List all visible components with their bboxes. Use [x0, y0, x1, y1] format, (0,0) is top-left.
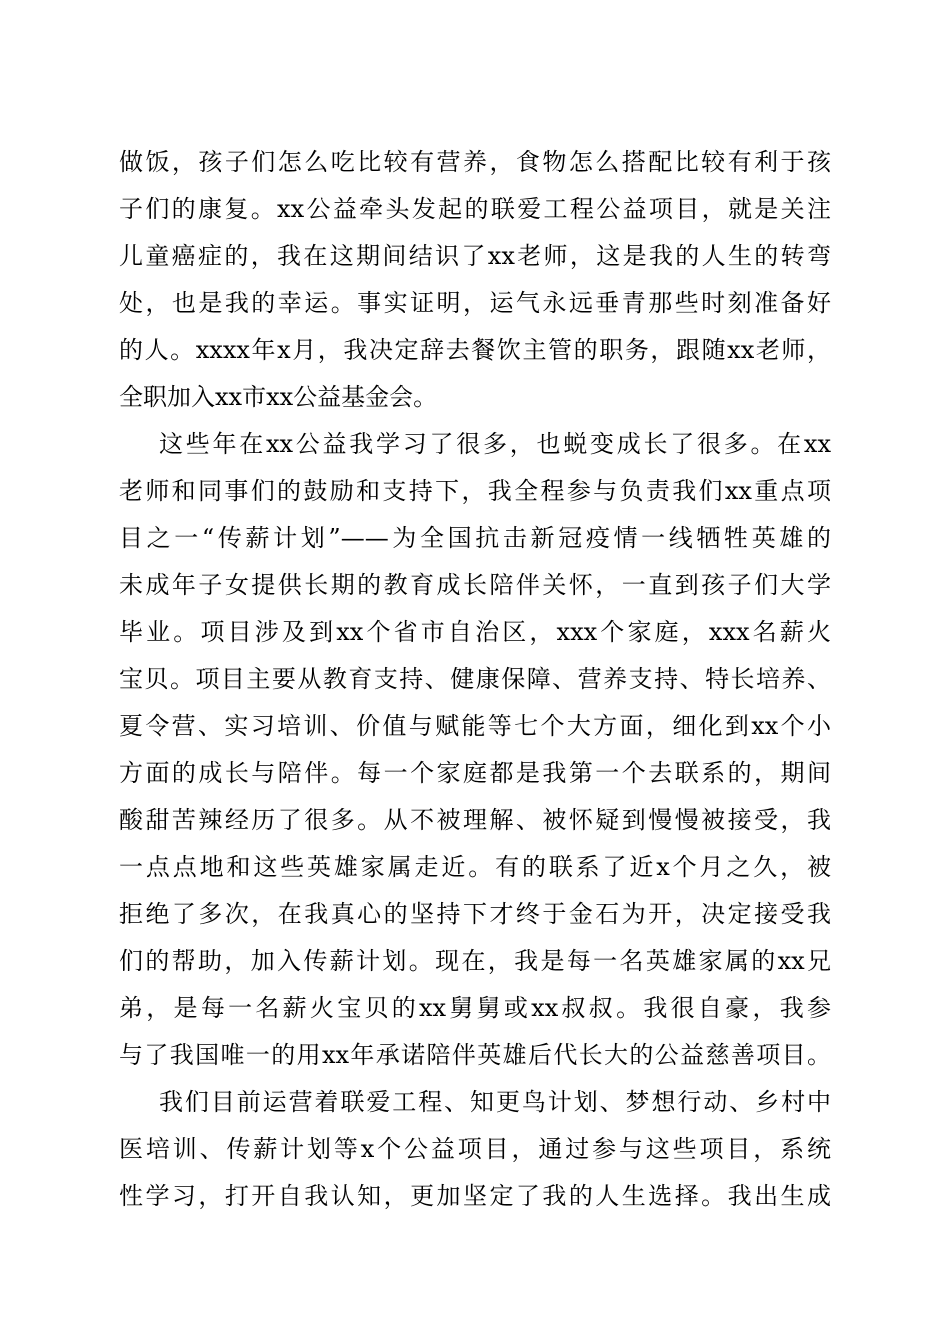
text-line: 弟，是每一名薪火宝贝的xx舅舅或xx叔叔。我很自豪，我参 — [119, 994, 831, 1022]
text-line: 儿童癌症的，我在这期间结识了xx老师，这是我的人生的转弯 — [119, 242, 831, 270]
text-line: 方面的成长与陪伴。每一个家庭都是我第一个去联系的，期间 — [119, 759, 831, 787]
text-line: 性学习，打开自我认知，更加坚定了我的人生选择。我出生成 — [119, 1182, 831, 1210]
text-line: 目之一“传薪计划”——为全国抗击新冠疫情一线牺牲英雄的 — [119, 524, 831, 552]
paragraph-first-line: 这些年在xx公益我学习了很多，也蜕变成长了很多。在xx — [159, 430, 831, 458]
text-line: 做饭，孩子们怎么吃比较有营养，食物怎么搭配比较有利于孩 — [119, 148, 831, 176]
paragraph-first-line: 我们目前运营着联爱工程、知更鸟计划、梦想行动、乡村中 — [159, 1088, 831, 1116]
text-line: 毕业。项目涉及到xx个省市自治区，xxx个家庭，xxx名薪火 — [119, 618, 831, 646]
text-line: 宝贝。项目主要从教育支持、健康保障、营养支持、特长培养、 — [119, 665, 831, 693]
text-line: 夏令营、实习培训、价值与赋能等七个大方面，细化到xx个小 — [119, 712, 831, 740]
text-line: 处，也是我的幸运。事实证明，运气永远垂青那些时刻准备好 — [119, 289, 831, 317]
text-line: 一点点地和这些英雄家属走近。有的联系了近x个月之久，被 — [119, 853, 831, 881]
text-line: 们的帮助，加入传薪计划。现在，我是每一名英雄家属的xx兄 — [119, 947, 831, 975]
text-line: 全职加入xx市xx公益基金会。 — [119, 383, 438, 411]
text-line: 拒绝了多次，在我真心的坚持下才终于金石为开，决定接受我 — [119, 900, 831, 928]
text-line: 酸甜苦辣经历了很多。从不被理解、被怀疑到慢慢被接受，我 — [119, 806, 831, 834]
text-line: 老师和同事们的鼓励和支持下，我全程参与负责我们xx重点项 — [119, 477, 831, 505]
text-line: 医培训、传薪计划等x个公益项目，通过参与这些项目，系统 — [119, 1135, 831, 1163]
text-line: 子们的康复。xx公益牵头发起的联爱工程公益项目，就是关注 — [119, 195, 831, 223]
text-line: 的人。xxxx年x月，我决定辞去餐饮主管的职务，跟随xx老师， — [119, 336, 831, 364]
text-line: 与了我国唯一的用xx年承诺陪伴英雄后代长大的公益慈善项目。 — [119, 1041, 831, 1069]
text-line: 未成年子女提供长期的教育成长陪伴关怀，一直到孩子们大学 — [119, 571, 831, 599]
